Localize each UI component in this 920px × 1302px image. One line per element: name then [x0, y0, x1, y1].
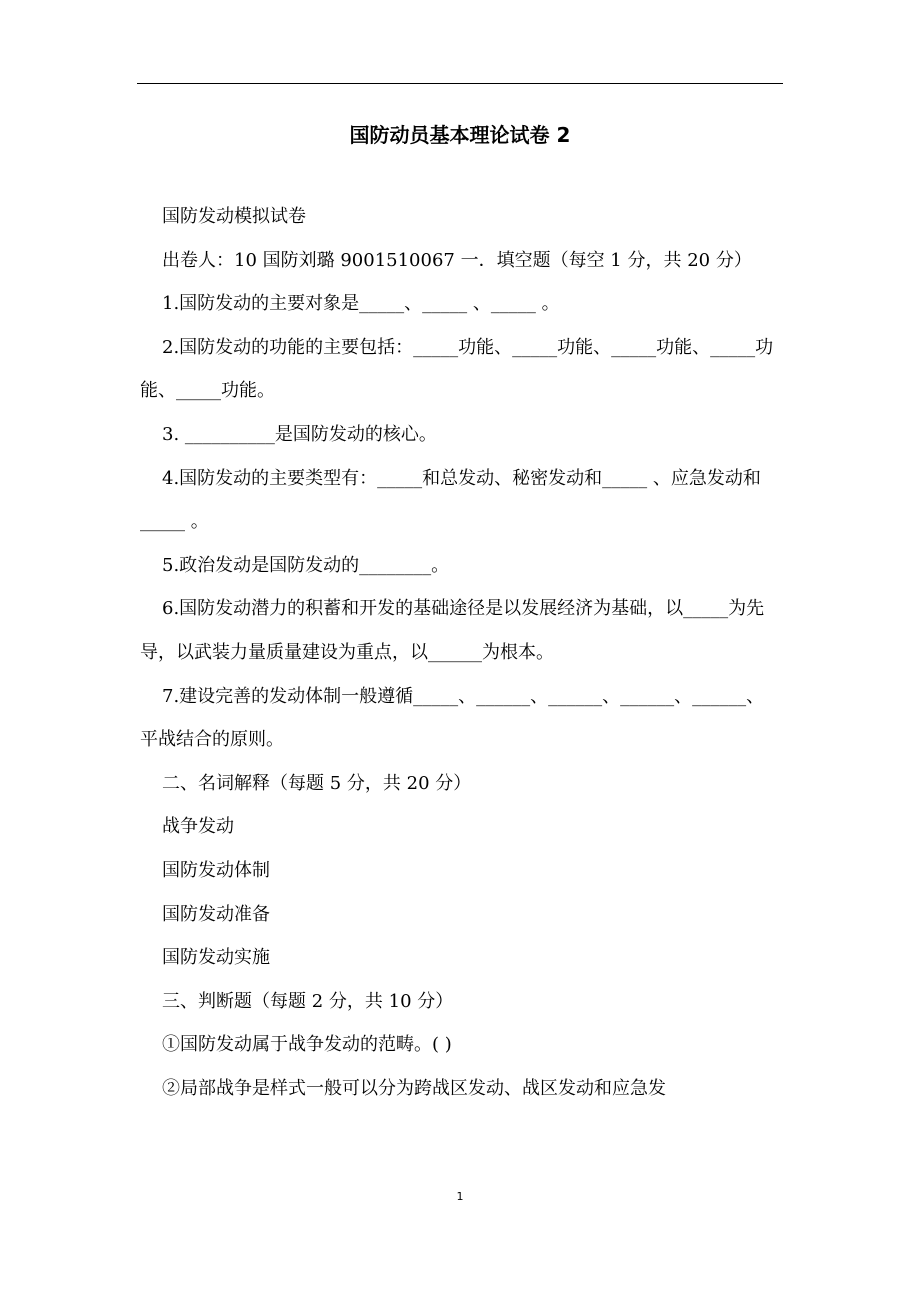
question-1: 1.国防发动的主要对象是_____、_____ 、_____ 。: [162, 293, 560, 315]
question-3: 3. __________是国防发动的核心。: [162, 423, 437, 445]
judgement-2: ②局部战争是样式一般可以分为跨战区发动、战区发动和应急发: [162, 1077, 666, 1099]
question-2: 2.国防发动的功能的主要包括：_____功能、_____功能、_____功能、_____功能、_____功能。: [140, 336, 774, 402]
term-1: 战争发动: [162, 816, 234, 838]
term-4: 国防发动实施: [162, 947, 270, 969]
header-rule: [137, 83, 783, 84]
section-2-heading: 二、名词解释（每题 5 分，共 20 分）: [162, 772, 472, 794]
document-body: [140, 195, 780, 1110]
paragraph-subtitle: 国防发动模拟试卷: [162, 206, 306, 227]
paragraph-author: 出卷人：10 国防刘璐 9001510067 一．填空题（每空 1 分，共 20 分）: [162, 249, 752, 271]
term-2: 国防发动体制: [162, 859, 270, 881]
section-3-heading: 三、判断题（每题 2 分，共 10 分）: [162, 990, 454, 1012]
question-6: 6.国防发动潜力的积蓄和开发的基础途径是以发展经济为基础，以_____为先导，以武装力量质量建设为重点，以______为根本。: [140, 598, 765, 663]
page-number: 1: [456, 1190, 464, 1203]
term-3: 国防发动准备: [162, 903, 270, 925]
question-4: 4.国防发动的主要类型有：_____和总发动、秘密发动和_____ 、应急发动和_____ 。: [140, 467, 761, 533]
question-5: 5.政治发动是国防发动的________。: [162, 554, 450, 576]
judgement-1: ①国防发动属于战争发动的范畴。( ): [162, 1034, 452, 1056]
document-title: 国防动员基本理论试卷 2: [349, 123, 571, 147]
question-7: 7.建设完善的发动体制一般遵循_____、______、______、______、______、平战结合的原则。: [140, 685, 765, 751]
